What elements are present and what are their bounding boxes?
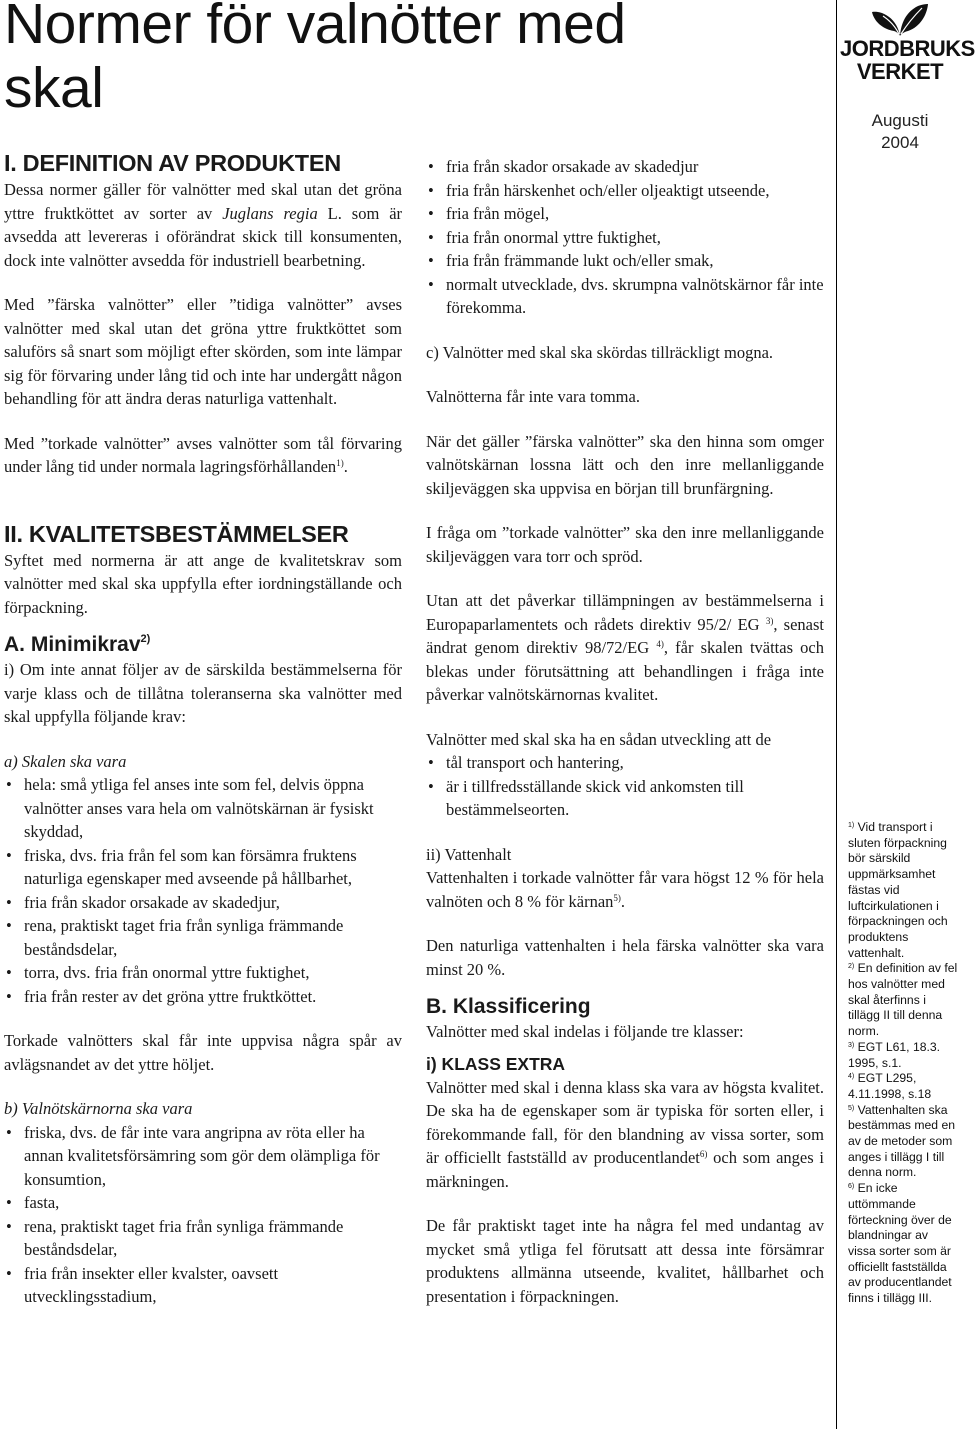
empty-paragraph: Valnötterna får inte vara tomma. (426, 387, 640, 406)
publication-date (840, 110, 960, 154)
footnote-ref: 6) (699, 1149, 708, 1159)
text-segment: Vattenhalten i torkade valnötter får vara högst 12 % för hela valnöten och 8 % för kärnan (426, 868, 824, 911)
text-segment: Utan att det påverkar tillämpningen av bestämmelserna i Europaparlamentets och rådets direktiv 95/2/ EG (426, 591, 824, 634)
text-segment: Valnötter med skal i denna klass ska vara av högsta kvalitet. De ska ha de egenskaper som är typiska för sorten eller, i förekommande fall, för den blandning av vissa sorter, som är officiellt fastställd av producentlandet (426, 1077, 824, 1167)
list-item: • fria från främmande lukt och/eller smak, (426, 249, 824, 273)
text-segment: . (343, 457, 348, 476)
footnote-mark: 4) (848, 1073, 855, 1081)
minimikrav-heading (4, 631, 402, 658)
footnote-ref: 1) (336, 458, 344, 468)
water-paragraph (426, 866, 824, 913)
kernels-list-continued (426, 155, 824, 320)
kernels-heading: b) Valnötskärnorna ska vara (4, 1099, 193, 1118)
footnote (848, 1181, 958, 1307)
date-month: Augusti (871, 111, 929, 130)
kernels-list (4, 1121, 402, 1309)
sidebar-divider (836, 0, 837, 1429)
jordbruksverket-logo (840, 0, 975, 84)
footnote-text: En icke uttömmande förteckning över de blandningar av vissa sorter som är officiellt fastställda av producentlandet finns i tillägg III. (848, 1181, 952, 1306)
directive-paragraph (426, 589, 824, 707)
list-item: • friska, dvs. de får inte vara angripna av röta eller ha annan kvalitetsförsämring som gör dem olämpliga för konsumtion, (4, 1121, 402, 1192)
footnote-mark: 6) (848, 1183, 855, 1191)
footnote-text: Vattenhalten ska bestämmas med en av de metoder som anges i tillägg I till denna norm. (848, 1102, 956, 1180)
footnote-ref: 4) (656, 639, 664, 649)
footnote-text: EGT L61, 18.3. 1995, s.1. (848, 1039, 941, 1070)
footnote-ref: 5) (613, 892, 621, 903)
minimikrav-intro: i) Om inte annat följer av de särskilda bestämmelserna för varje klass och de tillåtna toleranserna ska valnötter med skal uppfylla följande krav: (4, 660, 402, 726)
list-item: • fria från mögel, (426, 202, 824, 226)
text-segment: Med ”torkade valnötter” avses valnötter som tål förvaring under lång tid under normala lagringsförhållanden (4, 433, 402, 476)
harvest-paragraph: c) Valnötter med skal ska skördas tillräckligt mogna. (426, 342, 774, 362)
text-segment: , senast ändrat genom direktiv 98/72/EG (426, 614, 824, 657)
list-item: • friska, dvs. fria från fel som kan försämra fruktens naturliga egenskaper med avseende på hållbarhet, (4, 844, 402, 891)
footnote (848, 1040, 958, 1071)
section-1-paragraph-1 (4, 178, 402, 272)
footnote (848, 820, 958, 961)
classification-heading: B. Klassificering (426, 995, 591, 1018)
list-item: • fasta, (4, 1191, 402, 1215)
section-2-heading: II. KVALITETSBESTÄMMELSER (4, 520, 349, 547)
text-segment: och som anges i märkningen. (426, 1148, 824, 1191)
class-extra-heading: i) KLASS EXTRA (426, 1053, 566, 1074)
section-1-paragraph-3 (4, 432, 402, 479)
shells-list (4, 773, 402, 1008)
column-left (4, 148, 402, 1309)
footnote-text: En definition av fel hos valnötter med skal återfinns i tillägg II till denna norm. (848, 961, 958, 1039)
text-segment: , får skalen tvättas och blekas under förutsättning att behandlingen i fråga inte påverkar valnötskärnornas kvalitet. (426, 638, 825, 704)
footnote-text: EGT L295, 4.11.1998, s.18 (848, 1071, 932, 1101)
list-item: • fria från härskenhet och/eller oljeaktigt utseende, (426, 179, 824, 203)
footnote-mark: 1) (848, 822, 855, 829)
list-item: • normalt utvecklade, dvs. skrumpna valnötskärnor får inte förekomma. (426, 273, 824, 320)
logo-text-line-2: VERKET (856, 59, 944, 84)
list-item: • är i tillfredsställande skick vid ankomsten till bestämmelseorten. (426, 775, 824, 822)
footnote (848, 1071, 958, 1102)
heading-text: A. Minimikrav (4, 633, 141, 656)
development-paragraph: Valnötter med skal ska ha en sådan utveckling att de (426, 729, 772, 749)
footnote (848, 1103, 958, 1182)
list-item: • rena, praktiskt taget fria från synliga främmande beståndsdelar, (4, 914, 402, 961)
development-list (426, 751, 824, 822)
text-segment: L. som är avsedda att levereras i oförändrat skick till konsumenten, dock inte valnötter avsedda för industriell bearbetning. (4, 203, 403, 270)
list-item: • fria från skador orsakade av skadedjur, (4, 891, 402, 915)
footnote-text: Vid transport i sluten förpackning bör särskild uppmärksamhet fästas vid luftcirkulationen i förpackningen och produktens vattenhalt. (848, 820, 948, 960)
water-heading: ii) Vattenhalt (426, 844, 512, 864)
footnote-mark: 3) (848, 1041, 855, 1049)
shells-note: Torkade valnötters skal får inte uppvisa några spår av avlägsnandet av det yttre höljet. (4, 1031, 402, 1074)
section-1-paragraph-2: Med ”färska valnötter” eller ”tidiga valnötter” avses valnötter med skal utan det gröna yttre fruktköttet som saluförs så snart som möjligt efter skörden, som inte lämpar sig för förvaring under lång tid och inte har undergått någon behandling för att ändra deras naturliga vattenhalt. (4, 295, 402, 408)
footnote-mark: 5) (848, 1104, 855, 1112)
shells-heading: a) Skalen ska vara (4, 751, 127, 771)
list-item: • fria från insekter eller kvalster, oavsett utvecklingsstadium, (4, 1262, 402, 1309)
leaf-icon (870, 3, 930, 37)
classification-paragraph: Valnötter med skal indelas i följande tre klasser: (426, 1022, 744, 1041)
fresh-water-paragraph: Den naturliga vattenhalten i hela färska valnötter ska vara minst 20 %. (426, 936, 824, 979)
class-extra-paragraph-1 (426, 1076, 824, 1194)
class-extra-paragraph-2: De får praktiskt taget inte ha några fel med undantag av mycket små ytliga fel förutsatt att dessa inte försämrar produktens allmänna utseende, kvalitet, hållbarhet och presentation i förpackningen. (426, 1216, 824, 1306)
page-title: Normer för valnötter med skal (4, 0, 626, 120)
footnote (848, 961, 958, 1040)
footnotes (848, 820, 958, 1307)
list-item: • hela: små ytliga fel anses inte som fel, delvis öppna valnötter anses vara hela om valnötskärnan är fysiskt skyddad, (4, 773, 402, 844)
footnote-mark: 2) (848, 963, 855, 971)
fresh-paragraph: När det gäller ”färska valnötter” ska den hinna som omger valnötskärnan lossna lätt och den inre mellanliggande skiljeväggen ska uppvisa en början till brunfärgning. (426, 431, 824, 498)
date-year: 2004 (881, 133, 919, 152)
list-item: • rena, praktiskt taget fria från synliga främmande beståndsdelar, (4, 1215, 402, 1262)
list-item: • fria från skador orsakade av skadedjur (426, 155, 824, 179)
section-1-heading: I. DEFINITION AV PRODUKTEN (4, 150, 341, 176)
dried-paragraph: I fråga om ”torkade valnötter” ska den inre mellanliggande skiljeväggen vara torr och spröd. (426, 523, 824, 566)
text-segment: . (620, 891, 626, 911)
list-item: • tål transport och hantering, (426, 751, 824, 775)
list-item: • fria från onormal yttre fuktighet, (426, 226, 824, 250)
footnote-ref: 3) (765, 615, 774, 626)
section-2-paragraph-1: Syftet med normerna är att ange de kvalitetskrav som valnötter med skal ska uppfylla efter iordningställande och förpackning. (4, 550, 402, 617)
latin-name: Juglans regia (222, 203, 318, 223)
text-segment: Dessa normer gäller för valnötter med skal utan det gröna yttre fruktköttet av sorter av (4, 180, 402, 223)
list-item: • fria från rester av det gröna yttre fruktköttet. (4, 985, 402, 1009)
logo-text-line-1: JORDBRUKS (840, 36, 975, 61)
footnote-ref: 2) (140, 633, 151, 645)
column-right (426, 155, 824, 1308)
list-item: • torra, dvs. fria från onormal yttre fuktighet, (4, 961, 402, 985)
